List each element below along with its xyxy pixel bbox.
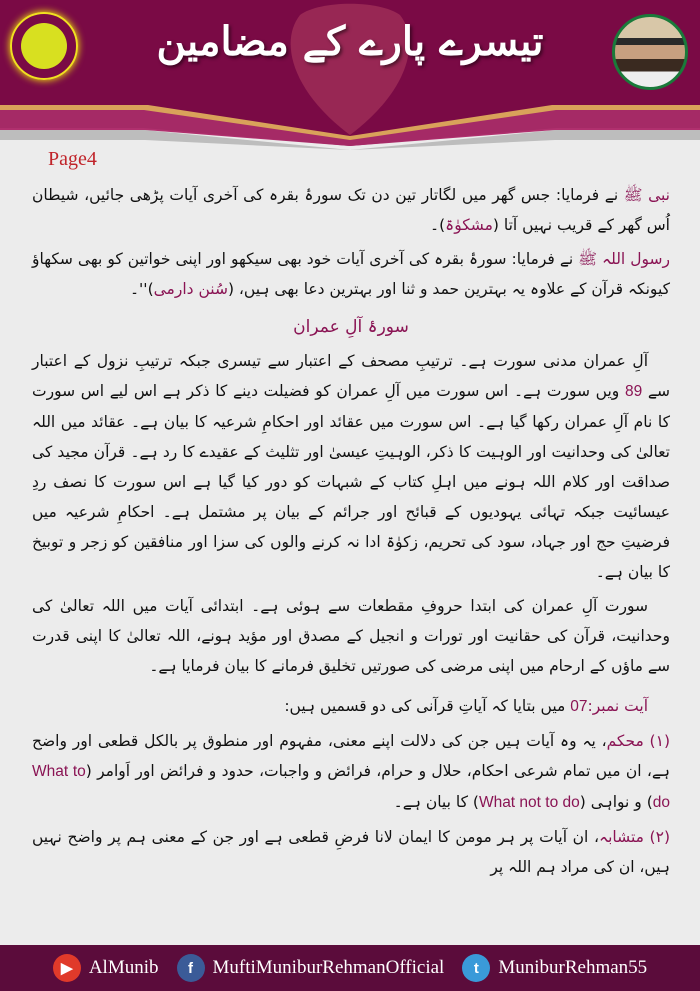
text-segment: ) و نواہی ( xyxy=(579,793,653,811)
twitter-icon[interactable]: t xyxy=(462,954,490,982)
highlight-number: 07 xyxy=(570,698,588,715)
twitter-handle[interactable]: MuniburRehman55 xyxy=(498,957,648,978)
text-segment: )''۔ xyxy=(129,280,154,298)
highlight-text: سُنن دارمی xyxy=(153,280,228,298)
text-segment: ) کا بیان ہے۔ xyxy=(393,793,479,811)
paragraph xyxy=(32,726,670,818)
highlight-text: محکم xyxy=(606,732,644,750)
page-title: تیسرے پارے کے مضامین xyxy=(156,18,544,65)
ayat-heading xyxy=(32,691,670,722)
text-segment: )۔ xyxy=(429,216,446,234)
text-segment: سورت آلِ عمران کی ابتدا حروفِ مقطعات سے ہوئی ہے۔ ابتدائی آیات میں اللہ تعالیٰ کی وحدانیت، قرآن کی حقانیت اور تورات و انجیل کے مصدق اور مؤید ہونے، اللہ تعالیٰ کا اپنی قدرت سے ماؤں کے ارحام میں اپنی مرضی کی صورتیں تخلیق فرمانے کا بیان فرمایا ہے۔ xyxy=(32,597,670,675)
highlight-text: نبی ﷺ xyxy=(623,186,670,204)
facebook-icon[interactable]: f xyxy=(177,954,205,982)
text-segment: نے فرمایا: جس گھر میں لگاتار تین دن تک سورۂ بقرہ کی آخری آیات پڑھی جائیں، شیطان اُس گھر کے قریب نہیں آتا ( xyxy=(32,186,670,234)
article-body xyxy=(32,180,670,886)
highlight-text: آیت نمبر: xyxy=(587,697,648,715)
highlight-text: متشابہ xyxy=(599,828,644,846)
header-banner xyxy=(0,0,700,150)
surah-description xyxy=(32,346,670,681)
social-footer xyxy=(0,945,700,991)
highlight-text: (۲) xyxy=(643,828,670,846)
highlight-text: مشکوٰۃ xyxy=(445,216,493,234)
facebook-handle[interactable]: MuftiMuniburRehmanOfficial xyxy=(212,957,445,978)
text-segment: نے فرمایا: سورۂ بقرہ کی آخری آیات خود بھی سیکھو اور اپنی خواتین کو بھی سکھاؤ کیونکہ قرآن کے علاوہ یہ بہترین حمد و ثنا اور بہترین دعا بھی ہیں، ( xyxy=(32,250,670,298)
highlight-number: What to do xyxy=(32,763,670,811)
text-segment: میں بتایا کہ آیاتِ قرآنی کی دو قسمیں ہیں: xyxy=(284,697,571,715)
highlight-text: (۱) xyxy=(643,732,670,750)
text-segment: آلِ عمران مدنی سورت ہے۔ ترتیبِ مصحف کے اعتبار سے تیسری جبکہ ترتیبِ نزول کے اعتبار سے xyxy=(32,352,670,400)
paragraph xyxy=(32,180,670,240)
hadith-paragraphs xyxy=(32,180,670,304)
section-heading: سورۂ آلِ عمران xyxy=(293,317,409,337)
ayat-types-list xyxy=(32,726,670,882)
youtube-handle[interactable]: AlMunib xyxy=(88,957,159,978)
highlight-number: What not to do xyxy=(478,794,580,811)
youtube-icon[interactable]: ▶ xyxy=(53,954,81,982)
text-segment: ، یہ وہ آیات ہیں جن کی دلالت اپنے معنی، مفہوم اور منطوق پر بالکل قطعی اور واضح ہے، ان میں تمام شرعی احکام، حلال و حرام، فرائض و واجبات، حدود و فرائض اور اَوامر ( xyxy=(32,732,670,780)
quran-logo xyxy=(10,12,78,80)
highlight-text: رسول اللہ ﷺ xyxy=(578,250,671,268)
paragraph xyxy=(32,822,670,882)
highlight-number: 89 xyxy=(624,383,643,400)
text-segment: ویں سورت ہے۔ اس سورت میں آلِ عمران کو فضیلت دینے کا ذکر ہے اس لیے اس سورت کا نام آلِ عمران رکھا گیا ہے۔ اس سورت میں عقائد اور احکامِ شرعیہ کا بیان ہے۔ عقائد میں اللہ تعالیٰ کی وحدانیت اور الوہیت کا ذکر، الوہیتِ عیسیٰ اور تثلیث کے عقیدے کا رد ہے۔ قرآن مجید کی صداقت اور کلام اللہ ہونے میں اہلِ کتاب کے شبہات کو دور کیا گیا ہے اس سورت کا نصف ردِ عیسائیت جبکہ تہائی یہودیوں کے قبائح اور جرائم کے بیان پر مشتمل ہے۔ احکامِ شرعیہ میں فرضیتِ حج اور جہاد، سود کی تحریم، زکوٰۃ ادا نہ کرنے والوں کی سزا اور منافقین کو زجر و توبیخ کا بیان ہے۔ xyxy=(32,382,670,581)
text-segment: ، ان آیات پر ہر مومن کا ایمان لانا فرضِ قطعی ہے اور جن کے معنی ہم پر واضح نہیں ہیں، ان کی مراد ہم اللہ پر xyxy=(32,828,670,876)
page-number: Page4 xyxy=(48,148,97,170)
author-avatar xyxy=(612,14,688,90)
paragraph xyxy=(32,591,670,681)
paragraph xyxy=(32,244,670,304)
paragraph xyxy=(32,346,670,587)
